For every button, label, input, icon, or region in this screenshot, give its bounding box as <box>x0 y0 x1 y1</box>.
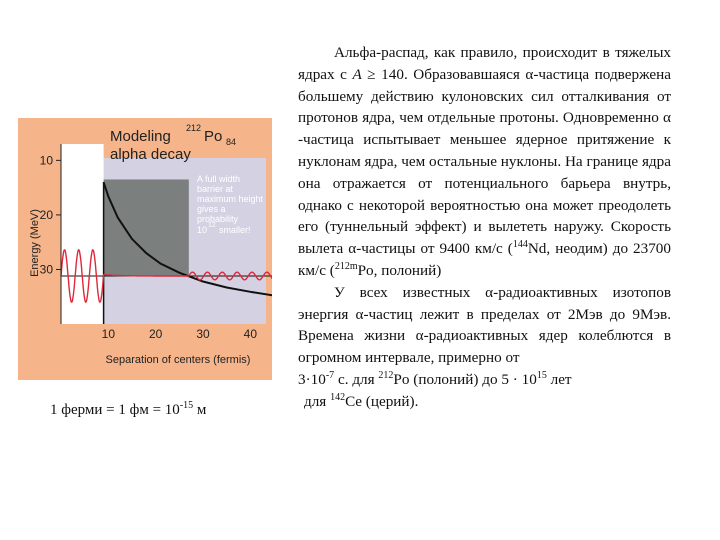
p1-po: Po, полоний) <box>357 261 442 279</box>
po-mass: 212m <box>334 260 358 272</box>
annotation-line: probability <box>197 214 239 224</box>
p3-b: с. для <box>334 370 379 388</box>
isotope-symbol: Po <box>204 128 223 145</box>
x-tick-label: 40 <box>243 327 258 341</box>
annotation-power-base: 10 <box>197 225 208 235</box>
annotation-line: A full width <box>197 174 241 184</box>
annotation-power-exp: 12 <box>208 222 216 229</box>
isotope-mass: 212 <box>186 123 202 133</box>
p1-nd: Nd, неодим) до 23700 км/с ( <box>298 240 671 279</box>
paragraph-cerium <box>298 391 671 413</box>
y-tick-label: 20 <box>39 207 53 222</box>
figure-title-line1: Modeling <box>110 128 171 145</box>
figure-title-line2: alpha decay <box>110 146 191 163</box>
p3-po-mass: 212 <box>378 369 394 381</box>
x-tick-label: 10 <box>101 327 116 341</box>
p3-po: Po (полоний) до 5 · 10 <box>393 370 537 388</box>
caption-exponent: -15 <box>179 400 194 411</box>
p1-pre-a: тяжелых ядрах с <box>298 44 671 83</box>
p1-body: ≥ 140. Образовавшаяся α-частица подвержена большему действию кулоновских сил отталкивания от протонов ядра, чем отдельные протоны. Одновременно α -частица испытывает меньшее ядерное притяжение к нуклонам ядра, чем остальные нуклоны. На границе ядра она отражается от потенциального барьера внутрь, однако с некоторой вероятностью она может преодолеть его (туннельный эффект) и вылететь наружу. Скорость вылета α-частицы от 9400 км/с ( <box>298 65 672 258</box>
shaded-barrier <box>104 179 189 276</box>
p3-exp2: 15 <box>536 369 547 381</box>
nd-mass: 144 <box>512 239 528 251</box>
x-tick-label: 30 <box>196 327 210 341</box>
main-text <box>298 42 671 413</box>
paragraph-energy <box>298 282 671 369</box>
y-axis-label: Energy (MeV) <box>29 209 41 277</box>
p3-a: 3·10 <box>298 370 326 388</box>
y-tick-label: 30 <box>39 262 53 277</box>
y-tick-label: 10 <box>39 153 53 168</box>
alpha-decay-figure <box>18 118 272 380</box>
annotation-line: barrier at <box>197 184 234 194</box>
p4-a: для <box>304 392 331 410</box>
caption-left: 1 ферми = 1 фм = 10 <box>50 402 180 418</box>
p1-line1: Альфа-распад, как правило, происходит в <box>334 44 610 61</box>
x-tick-label: 20 <box>148 327 163 341</box>
annotation-line: gives a <box>197 204 226 214</box>
annotation-line: maximum height <box>197 194 264 204</box>
p3-c: лет <box>546 370 572 388</box>
fermi-caption <box>50 400 206 419</box>
p2-body: У всех известных α-радиоактивных изотопов энергия α-частиц лежит в пределах от 2Мэв до 9Мэв. Времена жизни α-радиоактивных ядер колеблются в огромном интервале, примерно от <box>298 283 671 367</box>
x-axis-label: Separation of centers (fermis) <box>105 354 251 366</box>
ce-mass: 142 <box>330 391 346 403</box>
paragraph-alpha-decay <box>298 42 671 282</box>
annotation-power-suffix: smaller! <box>219 225 251 235</box>
paragraph-lifetime <box>298 369 671 391</box>
caption-right: м <box>193 402 207 418</box>
mass-number-var: A <box>352 65 362 83</box>
isotope-z: 84 <box>226 137 237 147</box>
nucleus-region <box>61 144 104 324</box>
p3-exp1: -7 <box>325 369 335 381</box>
p4-ce: Ce (церий). <box>345 392 419 410</box>
